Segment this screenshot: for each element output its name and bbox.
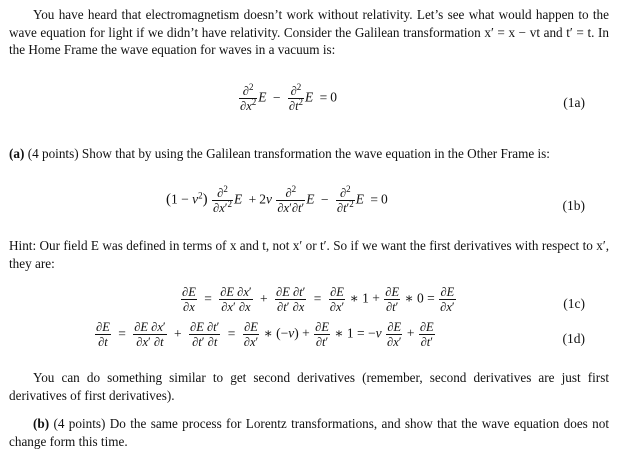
part-a-text: (4 points) Show that by using the Galilean transformation the wave equation in the Other Frame is:	[24, 146, 550, 161]
equation-1b-label: (1b)	[562, 198, 585, 213]
part-a-paragraph	[9, 145, 609, 163]
part-b-heading: (b)	[33, 416, 50, 431]
hint-paragraph	[9, 237, 609, 272]
part-b-paragraph	[9, 415, 609, 450]
intro-text: You have heard that electromagnetism doesn’t work without relativity. Let’s see what would happen to the wave equation for light if we didn’t have relativity. Consider the Galilean transformation x′ = x − vt and t′ = t. In the Home Frame the wave equation for waves in a vacuum is:	[9, 7, 609, 57]
equation-1d-label: (1d)	[562, 331, 585, 346]
note-text: You can do something similar to get second derivatives (remember, second derivatives are just first derivatives of first derivatives).	[9, 370, 609, 403]
equation-1d-body: $\frac{\partial E}{\partial t}$ = $\frac{\partial E \partial x'}{\partial x' \partial t}$ + $\frac{\partial E \partial t'}{\partial t' \partial t}$ = $\frac{\partial E}{\partial x'}$ ∗ (−v) + $\frac{\partial E}{\partial t'}$ ∗ 1 = −v $\frac{\partial E}{\partial x'}$ + $\frac{\partial E}{\partial t'}$	[96, 320, 434, 349]
note-paragraph	[9, 369, 609, 404]
equation-1b	[0, 186, 617, 226]
equation-1a	[0, 84, 617, 124]
equation-1d	[0, 320, 617, 360]
equation-1a-body: $\frac{\partial^2}{\partial x^2}$ E − $\frac{\partial^2}{\partial t^2}$ E = 0	[240, 82, 338, 113]
part-b-text: (4 points) Do the same process for Lorentz transformations, and show that the wave equation does not change form this time.	[9, 416, 609, 449]
hint-text: Hint: Our field E was defined in terms of x and t, not x′ or t′. So if we want the first derivatives with respect to x′, they are:	[9, 238, 609, 271]
part-a-heading: (a)	[9, 146, 25, 161]
equation-1b-body: $(1 - v^2)$ $\frac{\partial^2}{\partial x'^2}$ E + 2v $\frac{\partial^2}{\partial x'\partial t'}$ E − $\frac{\partial^2}{\partial t'^2}$ E = 0	[166, 184, 388, 215]
intro-paragraph	[9, 6, 609, 59]
equation-1c-body: $\frac{\partial E}{\partial x}$ = $\frac{\partial E \partial x'}{\partial x' \partial x}$ + $\frac{\partial E \partial t'}{\partial t' \partial x}$ = $\frac{\partial E}{\partial x'}$ ∗ 1 + $\frac{\partial E}{\partial t'}$ ∗ 0 = $\frac{\partial E}{\partial x'}$	[182, 285, 455, 314]
equation-1c-label: (1c)	[563, 296, 585, 311]
equation-1a-label: (1a)	[563, 95, 585, 110]
equation-1c	[0, 285, 617, 325]
